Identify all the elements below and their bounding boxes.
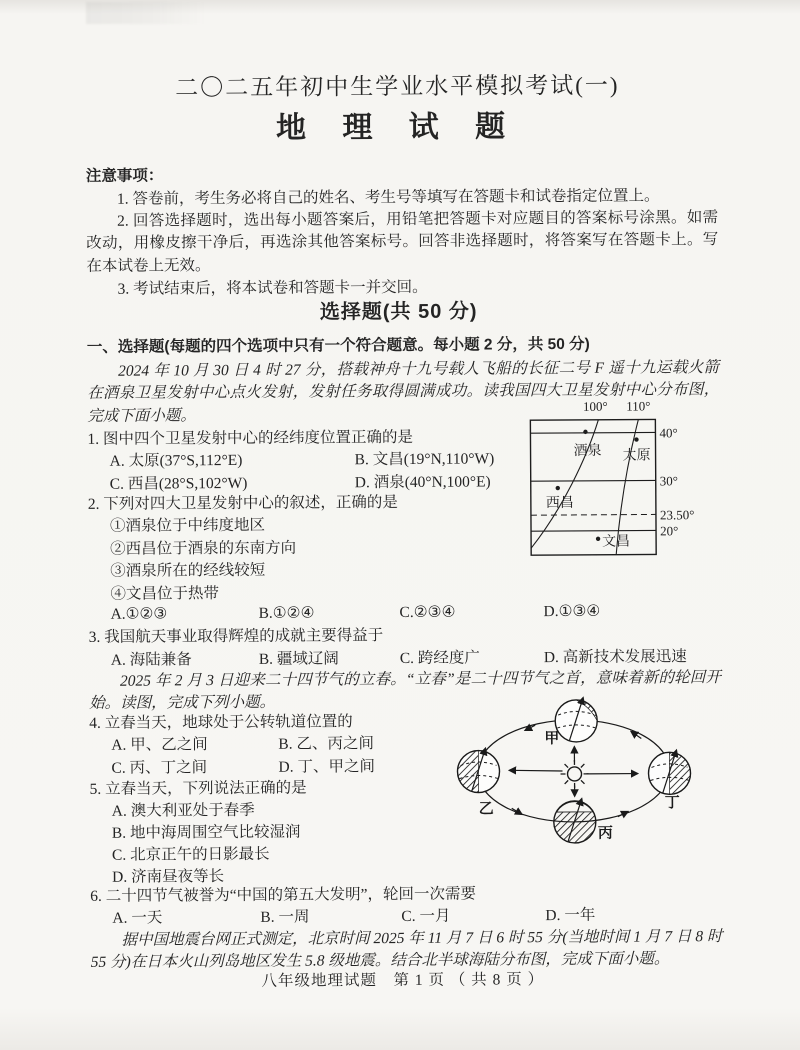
city-dot-xichang [556,486,560,490]
earth-position-yi [457,748,499,792]
part-heading: 一、选择题(每题的四个选项中只有一个符合题意。每小题 2 分，共 50 分) [86,335,590,356]
sun-icon [560,760,588,788]
passage-launch-centers: 2024 年 10 月 30 日 4 时 27 分，搭载神舟十九号载人飞船的长征二号 F 遥十九运载火箭在酒泉卫星发射中心点火发射，发射任务取得圆满成功。读我国四大卫星发射中心分布图，完成下面小题。 [87,359,720,425]
question-2-stem: 2. 下列对四大卫星发射中心的叙述，正确的是 [87,494,398,513]
option-5b: B. 地中海周围空气比较湿润 [111,823,301,842]
option-6c: C. 一月 [401,907,451,925]
earth-position-jia [555,698,597,742]
launch-centers-map-figure [520,395,711,571]
option-6b: B. 一周 [260,908,310,926]
option-1b: B. 文昌(19°N,110°W) [354,450,495,469]
lat-line-20 [531,530,656,531]
lat-line-40 [530,432,655,433]
option-2c: C.②③④ [399,603,456,622]
question-2-options [88,600,742,626]
lon-label-110: 110° [626,398,651,414]
question-2 [88,491,541,606]
option-5c: C. 北京正午的日影最长 [111,845,270,864]
question-6-stem: 6. 二十四节气被誉为“中国的第五大发明”，轮回一次需要 [90,885,477,905]
notice-item-1: 1. 答卷前，考生务必将自己的姓名、考生号等填写在答题卡和试卷指定位置上。 [116,187,660,208]
option-4c: C. 丙、丁之间 [111,758,208,777]
city-dot-taiyuan [634,437,638,441]
section-header: 选择题(共 50 分) [319,300,478,324]
notice-item-3: 3. 考试结束后，将本试卷和答题卡一并交回。 [117,278,428,298]
orbit-label-yi: 乙 [478,800,494,818]
earth-position-ding [648,750,690,794]
page-footer: 八年级地理试题 第 1 页 （ 共 8 页 ） [261,971,545,990]
launch-centers-map [520,395,711,566]
question-4 [89,711,471,781]
earth-orbit-diagram [431,680,732,882]
tropic-of-cancer-line [531,514,656,515]
question-4-stem: 4. 立春当天，地球处于公转轨道位置的 [89,713,353,732]
option-4d: D. 丁、甲之间 [278,757,375,776]
passage-earthquake: 据中国地震台网正式测定，北京时间 2025 年 11 月 7 日 6 时 55 分(当地时间 1 月 7 日 8 时 55 分)在日本火山列岛地区发生 5.8 级地震。结合北半球海陆分布图，完成下面小题。 [90,928,723,972]
lat-label-40: 40° [659,425,678,441]
notice-heading: 注意事项： [85,167,164,185]
city-label-jiuquan: 酒泉 [573,443,602,459]
option-5a: A. 澳大利亚处于春季 [111,802,255,821]
option-1a: A. 太原(37°S,112°E) [109,452,243,471]
orbit-label-bing: 丙 [597,824,613,842]
lon-label-100: 100° [582,398,608,414]
lat-line-30 [531,480,656,481]
city-label-xichang: 西昌 [545,495,574,512]
passage-lichun: 2025 年 2 月 3 日迎来二十四节气的立春。“立春”是二十四节气之首，意味着新的轮回开始。读图，完成下列小题。 [89,669,721,713]
subject-title: 地 理 试 题 [275,110,520,145]
option-3c: C. 跨经度广 [399,649,480,668]
question-5-stem: 5. 立春当天，下列说法正确的是 [89,779,307,798]
earth-orbit-figure [431,680,732,887]
question-5-options [90,799,473,889]
option-6d: D. 一年 [545,906,596,925]
question-3-stem: 3. 我国航天事业取得辉煌的成就主要得益于 [88,627,384,646]
option-1c: C. 西昌(28°S,102°W) [109,474,248,493]
option-3b: B. 疆域辽阔 [258,650,339,668]
earth-position-bing [554,799,596,843]
city-label-taiyuan: 太原 [622,448,651,464]
meridian-100 [530,420,599,548]
orbit-arrow-bottomright [618,812,628,817]
question-1-stem: 1. 图中四个卫星发射中心的经纬度位置正确的是 [87,428,414,448]
exam-title: 二〇二五年初中生学业水平模拟考试(一) [175,72,620,101]
orbit-label-jia: 甲 [544,730,560,748]
orbit-label-ding: 丁 [664,794,680,812]
subitem-2: ②西昌位于酒泉的东南方向 [110,539,297,558]
question-2-subitems [88,514,541,606]
option-3a: A. 海陆兼备 [110,651,192,669]
question-1-options [88,449,540,497]
lat-label-30: 30° [659,473,678,489]
option-2b: B.①②④ [258,604,315,622]
sun-ray-arrow-left [510,770,563,771]
option-4b: B. 乙、丙之间 [278,735,374,754]
option-2a: A.①②③ [110,605,168,623]
lat-label-2350: 23.50° [659,507,695,523]
option-1d: D. 酒泉(40°N,100°E) [354,473,491,492]
subitem-4: ④文昌位于热带 [110,584,219,603]
city-dot-jiuquan [583,430,587,434]
option-6a: A. 一天 [112,909,163,927]
subitem-1: ①酒泉位于中纬度地区 [109,517,266,536]
option-4a: A. 甲、乙之间 [111,736,208,755]
question-1 [87,426,539,496]
city-label-wenchang: 文昌 [602,534,631,550]
notice-item-2: 2. 回答选择题时，选出每小题答案后，用铅笔把答题卡对应题目的答案标号涂黑。如需改动，用橡皮擦干净后，再选涂其他答案标号。回答非选择题时，将答案写在答题卡上。写在本试卷上无效。 [86,209,719,275]
question-4-options [89,733,471,780]
option-3d: D. 高新技术发展迅速 [543,648,687,667]
option-5d: D. 济南昼夜等长 [112,867,225,886]
subitem-3: ③酒泉所在的经线较短 [110,562,266,580]
lat-label-20: 20° [659,523,679,539]
option-2d: D.①③④ [543,602,601,621]
question-5 [90,777,473,889]
city-dot-wenchang [596,537,600,541]
